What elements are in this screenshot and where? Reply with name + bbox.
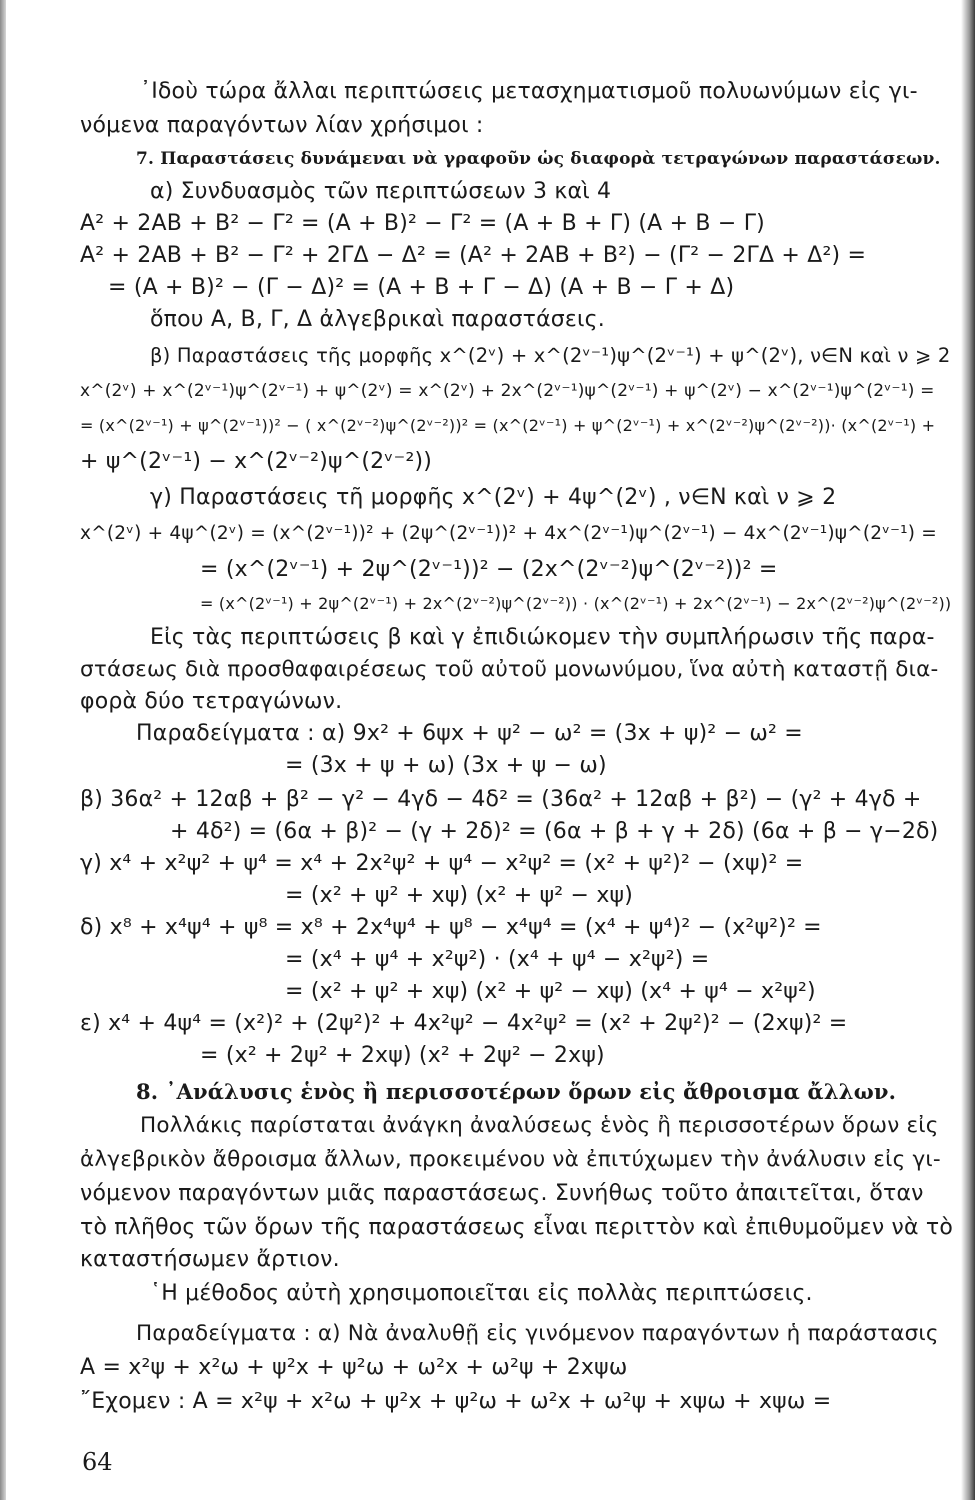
text-line: καταστήσωμεν ἄρτιον. (80, 1247, 340, 1272)
formula-line: ε) x⁴ + 4ψ⁴ = (x²)² + (2ψ²)² + 4x²ψ² − 4x²ψ² = (x² + 2ψ²)² − (2xψ)² = (80, 1011, 848, 1036)
formula-line: = (x^(2ᵛ⁻¹) + 2ψ^(2ᵛ⁻¹) + 2x^(2ᵛ⁻²)ψ^(2ᵛ⁻²)) · (x^(2ᵛ⁻¹) + 2x^(2ᵛ⁻¹) − 2x^(2ᵛ⁻²)ψ^(2ᵛ⁻²)) (200, 594, 952, 613)
formula-line: A² + 2AB + B² − Γ² + 2ΓΔ − Δ² = (A² + 2AB + B²) − (Γ² − 2ΓΔ + Δ²) = (80, 243, 867, 268)
formula-line: + ψ^(2ᵛ⁻¹) − x^(2ᵛ⁻²)ψ^(2ᵛ⁻²)) (80, 449, 433, 474)
text-line: νόμενα παραγόντων λίαν χρήσιμοι : (80, 113, 484, 138)
examples-line: Παραδείγματα : α) 9x² + 6ψx + ψ² − ω² = (3x + ψ)² − ω² = (136, 721, 803, 746)
text-line: ᾿Ιδοὺ τώρα ἄλλαι περιπτώσεις μετασχηματισμοῦ πολυωνύμων εἰς γι- (140, 79, 918, 104)
text-line: Πολλάκις παρίσταται ἀνάγκη ἀναλύσεως ἑνὸς ἢ περισσοτέρων ὅρων εἰς (140, 1113, 939, 1138)
text-line: νόμενον παραγόντων μιᾶς παραστάσεως. Συνήθως τοῦτο ἀπαιτεῖται, ὅταν (80, 1181, 924, 1206)
formula-line: ῎Εχομεν : A = x²ψ + x²ω + ψ²x + ψ²ω + ω²x + ω²ψ + xψω + xψω = (80, 1389, 832, 1414)
text-line: στάσεως διὰ προσθαφαιρέσεως τοῦ αὐτοῦ μονωνύμου, ἵνα αὐτὴ καταστῇ δια- (80, 657, 939, 682)
examples-line: Παραδείγματα : α) Νὰ ἀναλυθῇ εἰς γινόμενον παραγόντων ἡ παράστασις (136, 1321, 939, 1346)
formula-line: = (x⁴ + ψ⁴ + x²ψ²) · (x⁴ + ψ⁴ − x²ψ²) = (285, 947, 710, 972)
formula-line: γ) x⁴ + x²ψ² + ψ⁴ = x⁴ + 2x²ψ² + ψ⁴ − x²ψ² = (x² + ψ²)² − (xψ)² = (80, 851, 804, 876)
text-line: ὅπου A, B, Γ, Δ ἀλγεβρικαὶ παραστάσεις. (150, 307, 605, 332)
page-right-edge-shadow (961, 0, 975, 1500)
page-left-edge-shadow (0, 0, 6, 1500)
text-line: β) Παραστάσεις τῆς μορφῆς x^(2ᵛ) + x^(2ᵛ⁻¹)ψ^(2ᵛ⁻¹) + ψ^(2ᵛ), ν∈N καὶ ν ⩾ 2 (150, 344, 951, 367)
formula-line: = (x^(2ᵛ⁻¹) + 2ψ^(2ᵛ⁻¹))² − (2x^(2ᵛ⁻²)ψ^(2ᵛ⁻²))² = (200, 557, 778, 582)
formula-line: = (x² + ψ² + xψ) (x² + ψ² − xψ) (x⁴ + ψ⁴ − x²ψ²) (285, 979, 816, 1004)
formula-line: = (3x + ψ + ω) (3x + ψ − ω) (285, 753, 607, 778)
text-line: Εἰς τὰς περιπτώσεις β καὶ γ ἐπιδιώκομεν τὴν συμπλήρωσιν τῆς παρα- (150, 625, 935, 650)
formula-line: + 4δ²) = (6α + β)² − (γ + 2δ)² = (6α + β + γ + 2δ) (6α + β − γ−2δ) (170, 819, 939, 844)
formula-line: = (A + B)² − (Γ − Δ)² = (A + B + Γ − Δ) (A + B − Γ + Δ) (108, 275, 735, 300)
text-line: ἀλγεβρικὸν ἄθροισμα ἄλλων, προκειμένου νὰ ἐπιτύχωμεν τὴν ἀνάλυσιν εἰς γι- (80, 1147, 941, 1172)
formula-line: = (x² + 2ψ² + 2xψ) (x² + 2ψ² − 2xψ) (200, 1043, 605, 1068)
text-line: τὸ πλῆθος τῶν ὅρων τῆς παραστάσεως εἶναι περιττὸν καὶ ἐπιθυμοῦμεν νὰ τὸ (80, 1215, 954, 1240)
formula-line: A² + 2AB + B² − Γ² = (A + B)² − Γ² = (A + B + Γ) (A + B − Γ) (80, 211, 765, 236)
formula-line: = (x^(2ᵛ⁻¹) + ψ^(2ᵛ⁻¹))² − ( x^(2ᵛ⁻²)ψ^(2ᵛ⁻²))² = (x^(2ᵛ⁻¹) + ψ^(2ᵛ⁻¹) + x^(2ᵛ⁻²)ψ^(2ᵛ⁻²))· (x^(2ᵛ⁻¹) + (80, 416, 936, 435)
formula-line: A = x²ψ + x²ω + ψ²x + ψ²ω + ω²x + ω²ψ + 2xψω (80, 1355, 628, 1380)
text-line: α) Συνδυασμὸς τῶν περιπτώσεων 3 καὶ 4 (150, 179, 612, 204)
text-line: ῾Η μέθοδος αὐτὴ χρησιμοποιεῖται εἰς πολλὰς περιπτώσεις. (150, 1281, 813, 1306)
formula-line: x^(2ᵛ) + 4ψ^(2ᵛ) = (x^(2ᵛ⁻¹))² + (2ψ^(2ᵛ⁻¹))² + 4x^(2ᵛ⁻¹)ψ^(2ᵛ⁻¹) − 4x^(2ᵛ⁻¹)ψ^(2ᵛ⁻¹) = (80, 523, 937, 544)
formula-line: β) 36α² + 12αβ + β² − γ² − 4γδ − 4δ² = (36α² + 12αβ + β²) − (γ² + 4γδ + (80, 787, 922, 812)
text-line: γ) Παραστάσεις τῆ μορφῆς x^(2ᵛ) + 4ψ^(2ᵛ) , ν∈N καὶ ν ⩾ 2 (150, 485, 837, 510)
text-line: φορὰ δύο τετραγώνων. (80, 689, 343, 714)
formula-line: δ) x⁸ + x⁴ψ⁴ + ψ⁸ = x⁸ + 2x⁴ψ⁴ + ψ⁸ − x⁴ψ⁴ = (x⁴ + ψ⁴)² − (x²ψ²)² = (80, 915, 822, 940)
formula-line: = (x² + ψ² + xψ) (x² + ψ² − xψ) (285, 883, 634, 908)
section-heading-7: 7. Παραστάσεις δυνάμεναι νὰ γραφοῦν ὡς διαφορὰ τετραγώνων παραστάσεων. (136, 149, 941, 169)
section-heading-8: 8. ᾿Ανάλυσις ἑνὸς ἢ περισσοτέρων ὅρων εἰς ἄθροισμα ἄλλων. (136, 1079, 897, 1104)
formula-line: x^(2ᵛ) + x^(2ᵛ⁻¹)ψ^(2ᵛ⁻¹) + ψ^(2ᵛ) = x^(2ᵛ) + 2x^(2ᵛ⁻¹)ψ^(2ᵛ⁻¹) + ψ^(2ᵛ) − x^(2ᵛ⁻¹)ψ^(2ᵛ⁻¹) = (80, 381, 935, 401)
page-number: 64 (82, 1448, 113, 1476)
